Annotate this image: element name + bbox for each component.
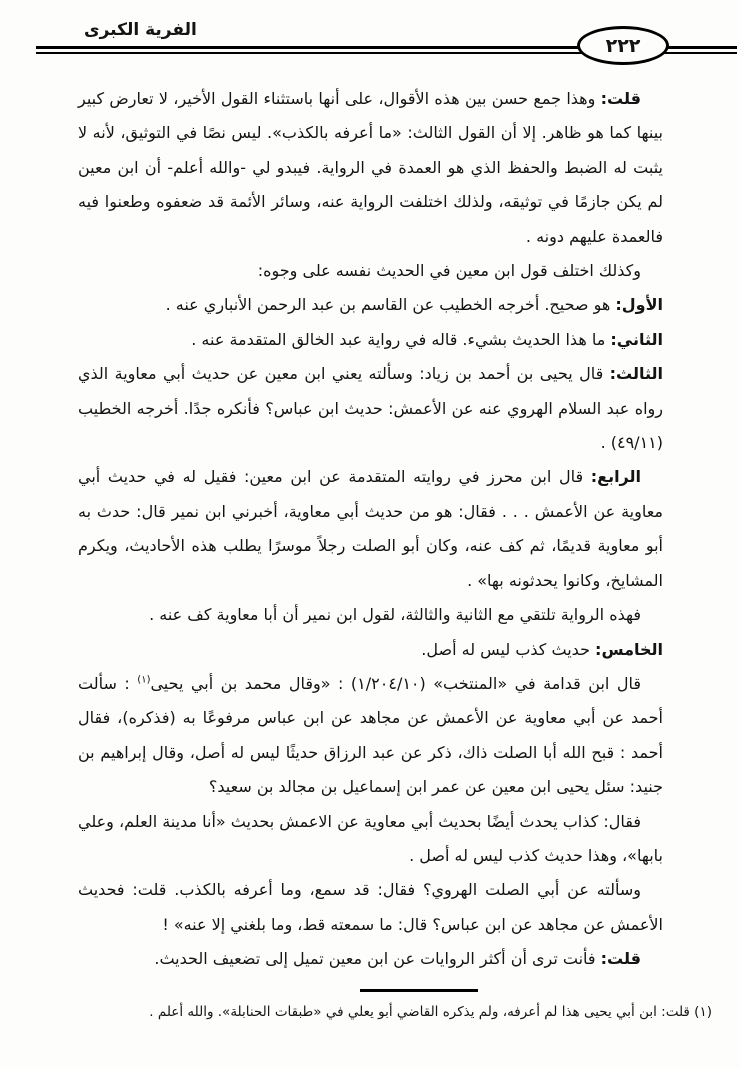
paragraph xyxy=(78,633,663,667)
footnote-reference-marker: (١) xyxy=(137,674,151,686)
paragraph-lead: الخامس: xyxy=(595,639,663,659)
paragraph-text: ما هذا الحديث بشيء. قاله في رواية عبد الخالق المتقدمة عنه . xyxy=(191,329,611,349)
page-number: ٢٢٢ xyxy=(605,34,641,57)
page-number-badge xyxy=(577,26,669,65)
paragraph-text: فقال: كذاب يحدث أيضًا بحديث أبي معاوية عن الاعمش بحديث «أنا مدينة العلم، وعلي بابها»، وهذا حديث كذب ليس له أصل . xyxy=(78,811,663,865)
paragraph xyxy=(78,667,663,805)
paragraph xyxy=(78,942,663,976)
body-text xyxy=(78,82,663,977)
paragraph-text: وكذلك اختلف قول ابن معين في الحديث نفسه على وجوه: xyxy=(257,261,641,281)
paragraph-text: : سألت أحمد عن أبي معاوية عن الأعمش عن مجاهد عن ابن عباس مرفوعًا به (فذكره)، فقال أحمد : قبح الله أبا الصلت ذاك، ذكر عن عبد الرزاق حديثًا ليس له أصل، وقال إبراهيم بن جنيد: سئل يحيى ابن معين عن عمر ابن إسماعيل بن مجالد بن سعيد؟ xyxy=(78,673,663,797)
paragraph-lead: قلت: xyxy=(600,949,641,969)
paragraph-text: هو صحيح. أخرجه الخطيب عن القاسم بن عبد الرحمن الأنباري عنه . xyxy=(165,295,616,315)
paragraph-text: وسألته عن أبي الصلت الهروي؟ فقال: قد سمع، وما أعرفه بالكذب. قلت: فحديث الأعمش عن مجاهد عن ابن عباس؟ قال: ما سمعته قط، وما بلغني إلا عنه» ! xyxy=(78,880,663,934)
paragraph xyxy=(78,873,663,942)
footnote-text: (١) قلت: ابن أبي يحيى هذا لم أعرفه، ولم يذكره القاضي أبو يعلي في «طبقات الحنابلة». والله أعلم . xyxy=(149,1004,712,1020)
paragraph-text: قال يحيى بن أحمد بن زياد: وسألته يعني ابن معين عن حديث أبي معاوية الذي رواه عبد السلام الهروي عنه عن الأعمش: حديث ابن عباس؟ فأنكره جدًا. أخرجه الخطيب (٤٩/١١) . xyxy=(78,364,663,453)
paragraph-text: قال ابن قدامة في «المنتخب» (١/٢٠٤/١٠) : «وقال محمد بن أبي يحيى xyxy=(150,673,641,693)
paragraph xyxy=(78,288,663,322)
footnote-separator-rule xyxy=(360,989,478,992)
footnote xyxy=(24,1002,712,1022)
book-title: الفرية الكبرى xyxy=(84,20,197,40)
paragraph-lead: الأول: xyxy=(615,295,663,315)
paragraph xyxy=(78,323,663,357)
paragraph-text: فأنت ترى أن أكثر الروايات عن ابن معين تميل إلى تضعيف الحديث. xyxy=(154,949,601,969)
paragraph xyxy=(78,460,663,598)
paragraph-lead: الرابع: xyxy=(590,467,641,487)
paragraph-lead: الثالث: xyxy=(609,364,663,384)
paragraph-text: حديث كذب ليس له أصل. xyxy=(421,639,596,659)
paragraph-text: فهذه الرواية تلتقي مع الثانية والثالثة، لقول ابن نمير أن أبا معاوية كف عنه . xyxy=(149,605,641,625)
paragraph-text: قال ابن محرز في روايته المتقدمة عن ابن معين: فقيل له في حديث أبي معاوية عن الأعمش . . . فقال: هو من حديث أبي معاوية، أخبرني ابن نمير قال: حدث به أبو معاوية قديمًا، ثم كف عنه، وكان أبو الصلت رجلاً موسرًا يطلب هذه الأحاديث، ويكرم المشايخ، وكانوا يحدثونه بها» . xyxy=(78,467,663,590)
paragraph xyxy=(78,82,663,254)
paragraph-lead: قلت: xyxy=(600,89,641,108)
paragraph xyxy=(78,805,663,874)
paragraph-lead: الثاني: xyxy=(610,329,663,349)
paragraph-text: وهذا جمع حسن بين هذه الأقوال، على أنها باستثناء القول الأخير، لا تعارض كبير بينها كما هو ظاهر. إلا أن القول الثالث: «ما أعرفه بالكذب». ليس نصًا في التوثيق، لأنه لا يثبت له الضبط والحفظ الذي هو العمدة في الرواية. فيبدو لي -والله أعلم- أن ابن معين لم يكن جازمًا في توثيقه، ولذلك اختلفت الرواية عنه، وسائر الأئمة قد ضعفوه وطعنوا فيه فالعمدة عليهم دونه . xyxy=(78,89,663,246)
paragraph xyxy=(78,598,663,632)
paragraph xyxy=(78,357,663,460)
paragraph xyxy=(78,254,663,288)
